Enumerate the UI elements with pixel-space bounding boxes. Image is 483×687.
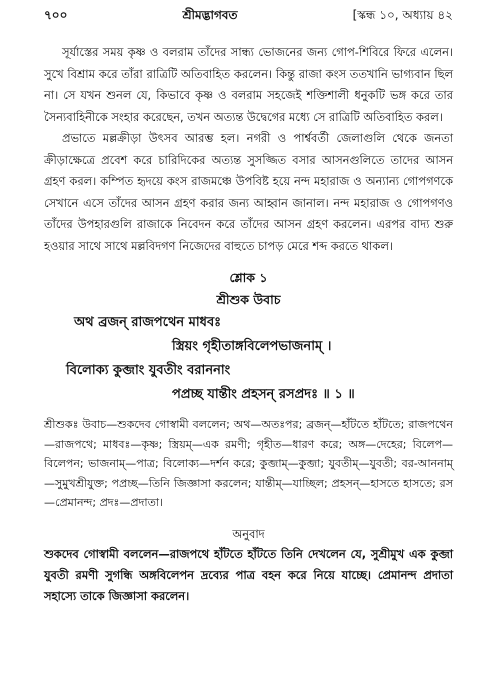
summary-paragraph-1: সূর্যাস্তের সময় কৃষ্ণ ও বলরাম তাঁদের সান্ধ্য ভোজনের জন্য গোপ-শিবিরে ফিরে এলেন। সুখে বিশ্রাম করে তাঁরা রাত্রিটি অতিবাহিত করলেন। কিন্তু রাজা কংস ততখানি ভাগ্যবান ছিল না। সে যখন শুনল যে, কিভাবে কৃষ্ণ ও বলরাম সহজেই শক্তিশালী ধনুকটি ভঙ্গ করে তার সৈন্যবাহিনীকে সংহার করেছেন, তখন অত্যন্ত উদ্বেগের মধ্যে সে রাত্রিটি অতিবাহিত করল। — [44, 45, 453, 124]
word-synonyms: শ্রীশুকঃ উবাচ—শুকদেব গোস্বামী বললেন; অথ—অতঃপর; ব্রজন্—হাঁটতে হাঁটতে; রাজপথেন—রাজপথে; মাধবঃ—কৃষ্ণ; স্ত্রিয়ম্—এক রমণী; গৃহীত—ধারণ করে; অঙ্গ—দেহের; বিলেপ—বিলেপন; ভাজনাম্—পাত্র; বিলোক্য—দর্শন করে; কুব্জাম্—কুব্জা; যুবতীম্—যুবতী; বর-আননাম্—সুমুখশ্রীযুক্ত; পপ্রচ্ছ—তিনি জিজ্ঞাসা করলেন; যান্তীম্—যাচ্ছিল; প্রহসন্—হাসতে হাসতে; রস—প্রেমানন্দ; প্রদঃ—প্রদাতা। — [44, 418, 453, 509]
summary-paragraph-2: প্রভাতে মল্লক্রীড়া উৎসব আরম্ভ হল। নগরী ও পার্শ্ববর্তী জেলাগুলি থেকে জনতা ক্রীড়াক্ষেত্রে প্রবেশ করে চারিদিকের অত্যন্ত সুসজ্জিত বসার আসনগুলিতে তাদের আসন গ্রহণ করল। কম্পিত হৃদয়ে কংস রাজমঞ্চে উপবিষ্ট হয়ে নন্দ মহারাজ ও অন্যান্য গোপগণকে সেখানে এসে তাঁদের আসন গ্রহণ করার জন্য আহ্বান জানাল। নন্দ মহারাজ ও গোপগণও তাঁদের উপহারগুলি রাজাকে নিবেদন করে তাঁদের আসন গ্রহণ করলেন। এরপর বাদ্য শুরু হওয়ার সাথে সাথে মল্লবিদগণ নিজেদের বাহুতে চাপড় মেরে শব্দ করতে থাকল। — [44, 131, 453, 253]
verse-line-3: বিলোক্য কুব্জাং যুবতীং বরাননাং — [66, 363, 231, 378]
book-title: শ্রীমদ্ভাগবত — [182, 8, 238, 22]
section-reference: [স্কন্ধ ১০, অধ্যায় ৪২ — [352, 8, 453, 22]
translation-text: শুকদেব গোস্বামী বললেন—রাজপথে হাঁটতে হাঁটতে তিনি দেখলেন যে, সুশ্রীমুখ এক কুব্জা যুবতী রমণী সুগন্ধি অঙ্গবিলেপন দ্রব্যের পাত্র বহন করে নিয়ে যাচ্ছে। প্রেমানন্দ প্রদাতা সহাস্যে তাকে জিজ্ঞাসা করলেন। — [44, 546, 453, 603]
verse-line-4: পপ্রচ্ছ যান্তীং প্রহসন্ রসপ্রদঃ ॥ ১ ॥ — [172, 387, 355, 402]
page-number: ৭০০ — [44, 8, 68, 22]
page-header — [44, 8, 453, 26]
verse-line-1: অথ ব্রজন্ রাজপথেন মাধবঃ — [74, 315, 222, 330]
sloka-block — [44, 267, 453, 407]
translation-title: অনুবাদ — [232, 526, 265, 541]
page-body — [44, 42, 453, 607]
verse-line-2: স্ত্রিয়ং গৃহীতাঙ্গবিলেপভাজনাম্ । — [172, 339, 332, 354]
sloka-title: শ্লোক ১ — [229, 270, 268, 285]
sloka-speaker: শ্রীশুক উবাচ — [216, 292, 281, 307]
